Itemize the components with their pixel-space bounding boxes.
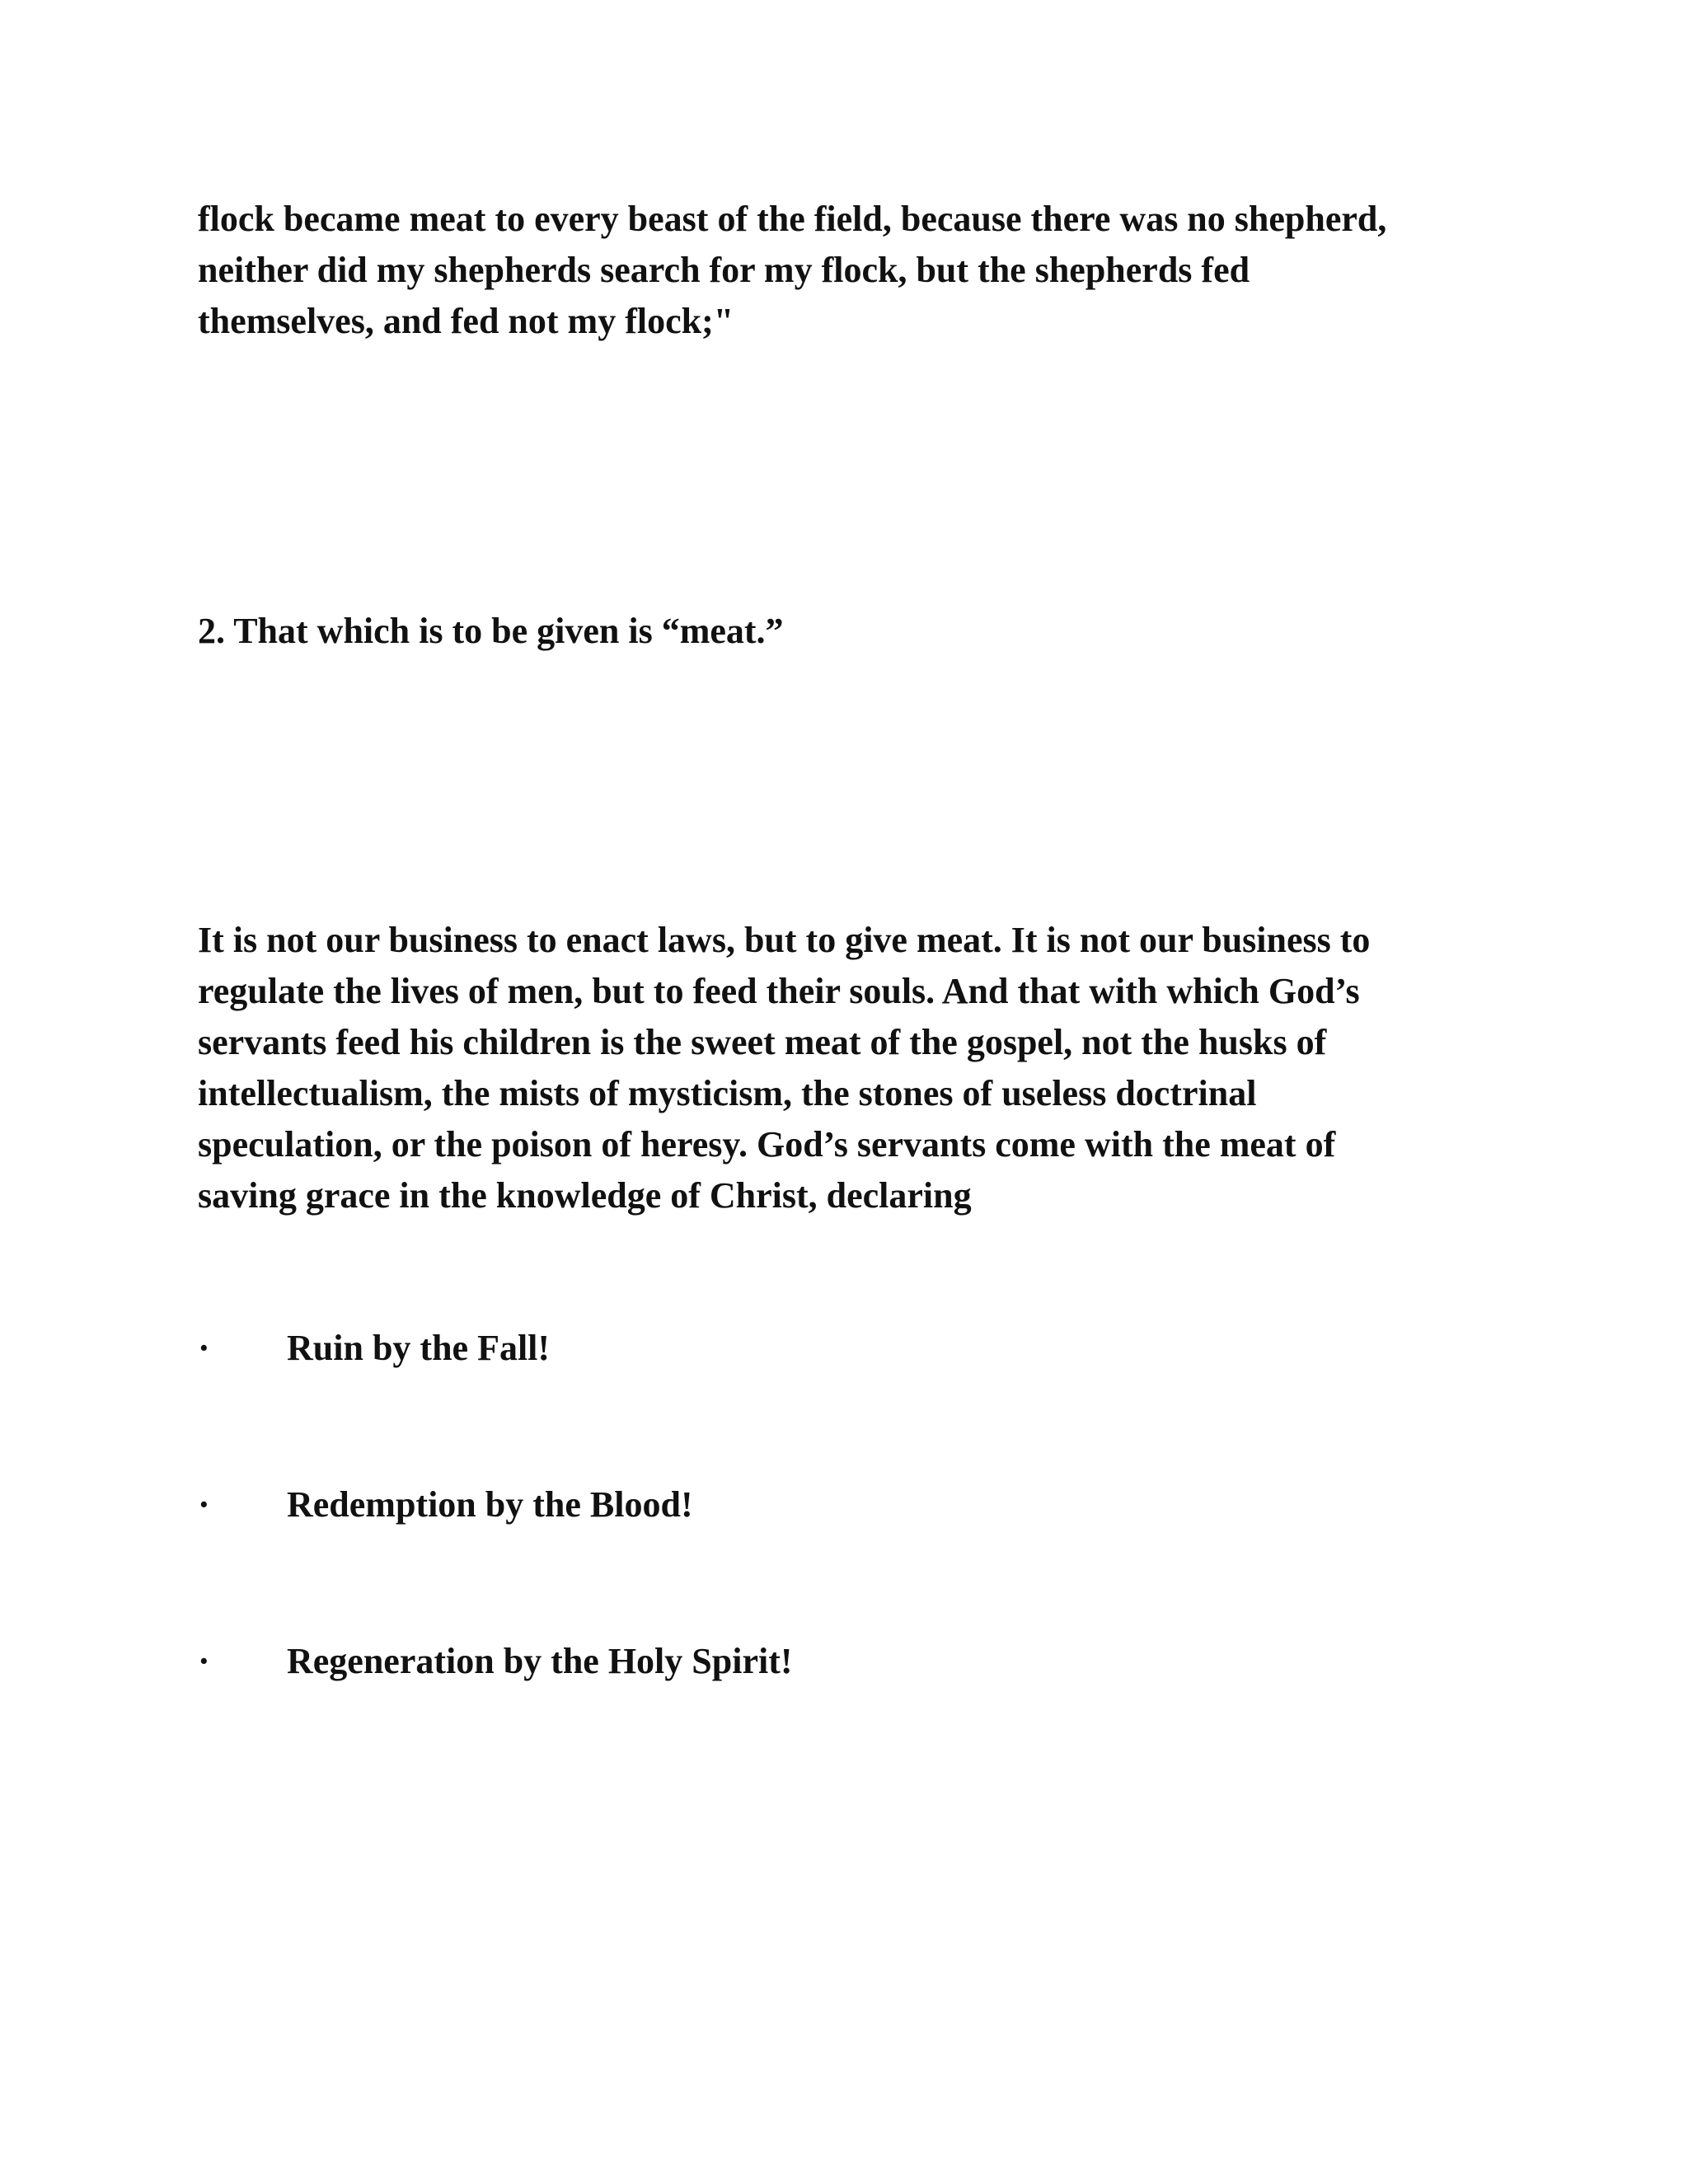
paragraph-line: saving grace in the knowledge of Christ, declaring xyxy=(198,1175,972,1216)
paragraph-line: It is not our business to enact laws, but to give meat. It is not our business to xyxy=(198,920,1371,960)
paragraph-line: flock became meat to every beast of the field, because there was no shepherd, xyxy=(198,199,1387,239)
paragraph-line: regulate the lives of men, but to feed their souls. And that with which God’s xyxy=(198,971,1360,1011)
bullet-icon: · xyxy=(198,1328,210,1368)
paragraph-line: speculation, or the poison of heresy. God’s servants come with the meat of xyxy=(198,1124,1336,1165)
paragraph-flock xyxy=(198,194,1500,347)
list-item-text: Ruin by the Fall! xyxy=(287,1328,551,1368)
list-item-text: Redemption by the Blood! xyxy=(287,1484,693,1525)
bullet-icon: · xyxy=(198,1641,210,1681)
paragraph-line: servants feed his children is the sweet meat of the gospel, not the husks of xyxy=(198,1022,1327,1062)
paragraph-line: intellectualism, the mists of mysticism, the stones of useless doctrinal xyxy=(198,1073,1257,1113)
section-heading: 2. That which is to be given is “meat.” xyxy=(198,611,784,651)
paragraph-line: neither did my shepherds search for my flock, but the shepherds fed xyxy=(198,250,1250,290)
paragraph-line: themselves, and fed not my flock;" xyxy=(198,301,734,341)
list-item-text: Regeneration by the Holy Spirit! xyxy=(287,1641,793,1681)
paragraph-meat xyxy=(198,915,1500,1221)
bullet-icon: · xyxy=(198,1484,210,1525)
